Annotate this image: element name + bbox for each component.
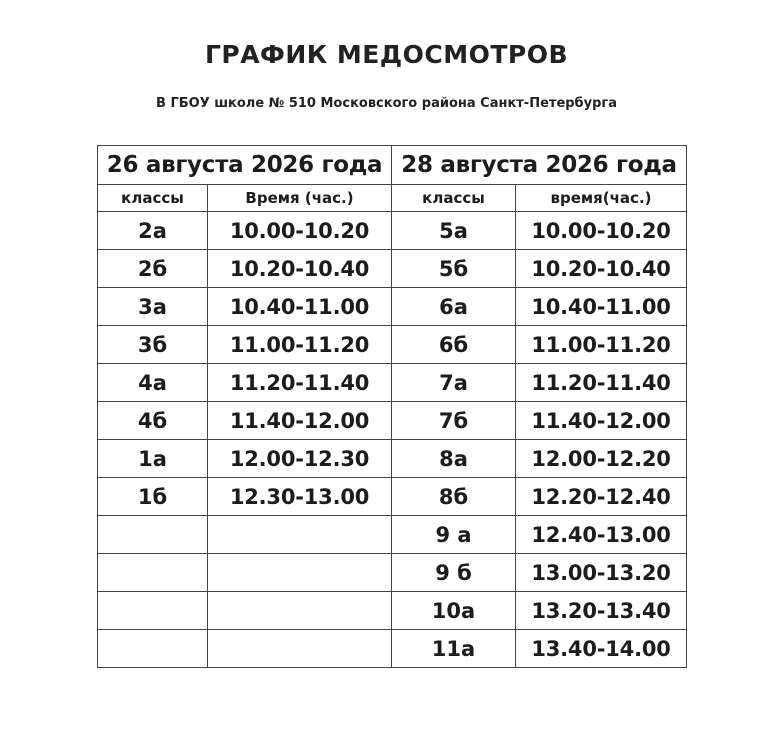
right-class-cell: 10а xyxy=(392,592,516,630)
right-date-header: 28 августа 2026 года xyxy=(392,146,687,185)
left-time-cell xyxy=(208,630,392,668)
table-row xyxy=(98,478,687,516)
left-class-cell: 2а xyxy=(98,212,208,250)
left-class-cell xyxy=(98,516,208,554)
left-time-cell: 11.40-12.00 xyxy=(208,402,392,440)
left-time-cell: 12.30-13.00 xyxy=(208,478,392,516)
left-time-cell: 11.20-11.40 xyxy=(208,364,392,402)
left-class-cell xyxy=(98,592,208,630)
date-header-row xyxy=(98,146,687,185)
left-class-cell: 3б xyxy=(98,326,208,364)
right-time-cell: 13.20-13.40 xyxy=(516,592,687,630)
right-time-cell: 13.00-13.20 xyxy=(516,554,687,592)
left-class-cell: 3а xyxy=(98,288,208,326)
right-class-cell: 11а xyxy=(392,630,516,668)
right-time-cell: 13.40-14.00 xyxy=(516,630,687,668)
left-time-cell: 10.40-11.00 xyxy=(208,288,392,326)
table-row xyxy=(98,250,687,288)
table-row xyxy=(98,402,687,440)
left-time-cell xyxy=(208,516,392,554)
right-class-cell: 7а xyxy=(392,364,516,402)
right-time-cell: 11.40-12.00 xyxy=(516,402,687,440)
right-time-cell: 11.00-11.20 xyxy=(516,326,687,364)
right-class-cell: 5б xyxy=(392,250,516,288)
right-class-cell: 6а xyxy=(392,288,516,326)
left-time-cell: 12.00-12.30 xyxy=(208,440,392,478)
left-time-cell: 10.00-10.20 xyxy=(208,212,392,250)
table-row xyxy=(98,516,687,554)
table-row xyxy=(98,630,687,668)
right-class-cell: 9 а xyxy=(392,516,516,554)
table-row xyxy=(98,592,687,630)
right-class-cell: 8б xyxy=(392,478,516,516)
table-row xyxy=(98,288,687,326)
left-class-cell: 1а xyxy=(98,440,208,478)
column-header-row xyxy=(98,185,687,212)
left-class-cell xyxy=(98,630,208,668)
schedule-sheet xyxy=(97,145,686,668)
right-time-cell: 12.40-13.00 xyxy=(516,516,687,554)
left-class-cell: 4а xyxy=(98,364,208,402)
left-time-column-header: Время (час.) xyxy=(208,185,392,212)
right-time-cell: 10.00-10.20 xyxy=(516,212,687,250)
right-class-column-header: классы xyxy=(392,185,516,212)
right-time-cell: 12.00-12.20 xyxy=(516,440,687,478)
left-time-cell xyxy=(208,592,392,630)
right-time-cell: 10.20-10.40 xyxy=(516,250,687,288)
table-row xyxy=(98,326,687,364)
right-time-column-header: время(час.) xyxy=(516,185,687,212)
page-title: ГРАФИК МЕДОСМОТРОВ xyxy=(204,40,569,69)
table-row xyxy=(98,440,687,478)
left-class-cell: 2б xyxy=(98,250,208,288)
left-class-cell: 4б xyxy=(98,402,208,440)
right-class-cell: 5а xyxy=(392,212,516,250)
right-class-cell: 6б xyxy=(392,326,516,364)
left-date-header: 26 августа 2026 года xyxy=(98,146,392,185)
table-row xyxy=(98,212,687,250)
left-time-cell: 11.00-11.20 xyxy=(208,326,392,364)
left-class-cell: 1б xyxy=(98,478,208,516)
left-time-cell xyxy=(208,554,392,592)
schedule-table xyxy=(97,145,687,668)
right-class-cell: 9 б xyxy=(392,554,516,592)
right-time-cell: 12.20-12.40 xyxy=(516,478,687,516)
left-class-cell xyxy=(98,554,208,592)
left-class-column-header: классы xyxy=(98,185,208,212)
table-row xyxy=(98,554,687,592)
right-class-cell: 8а xyxy=(392,440,516,478)
right-time-cell: 10.40-11.00 xyxy=(516,288,687,326)
right-time-cell: 11.20-11.40 xyxy=(516,364,687,402)
left-time-cell: 10.20-10.40 xyxy=(208,250,392,288)
page-subtitle: В ГБОУ школе № 510 Московского района Санкт-Петербурга xyxy=(156,96,617,111)
right-class-cell: 7б xyxy=(392,402,516,440)
table-row xyxy=(98,364,687,402)
